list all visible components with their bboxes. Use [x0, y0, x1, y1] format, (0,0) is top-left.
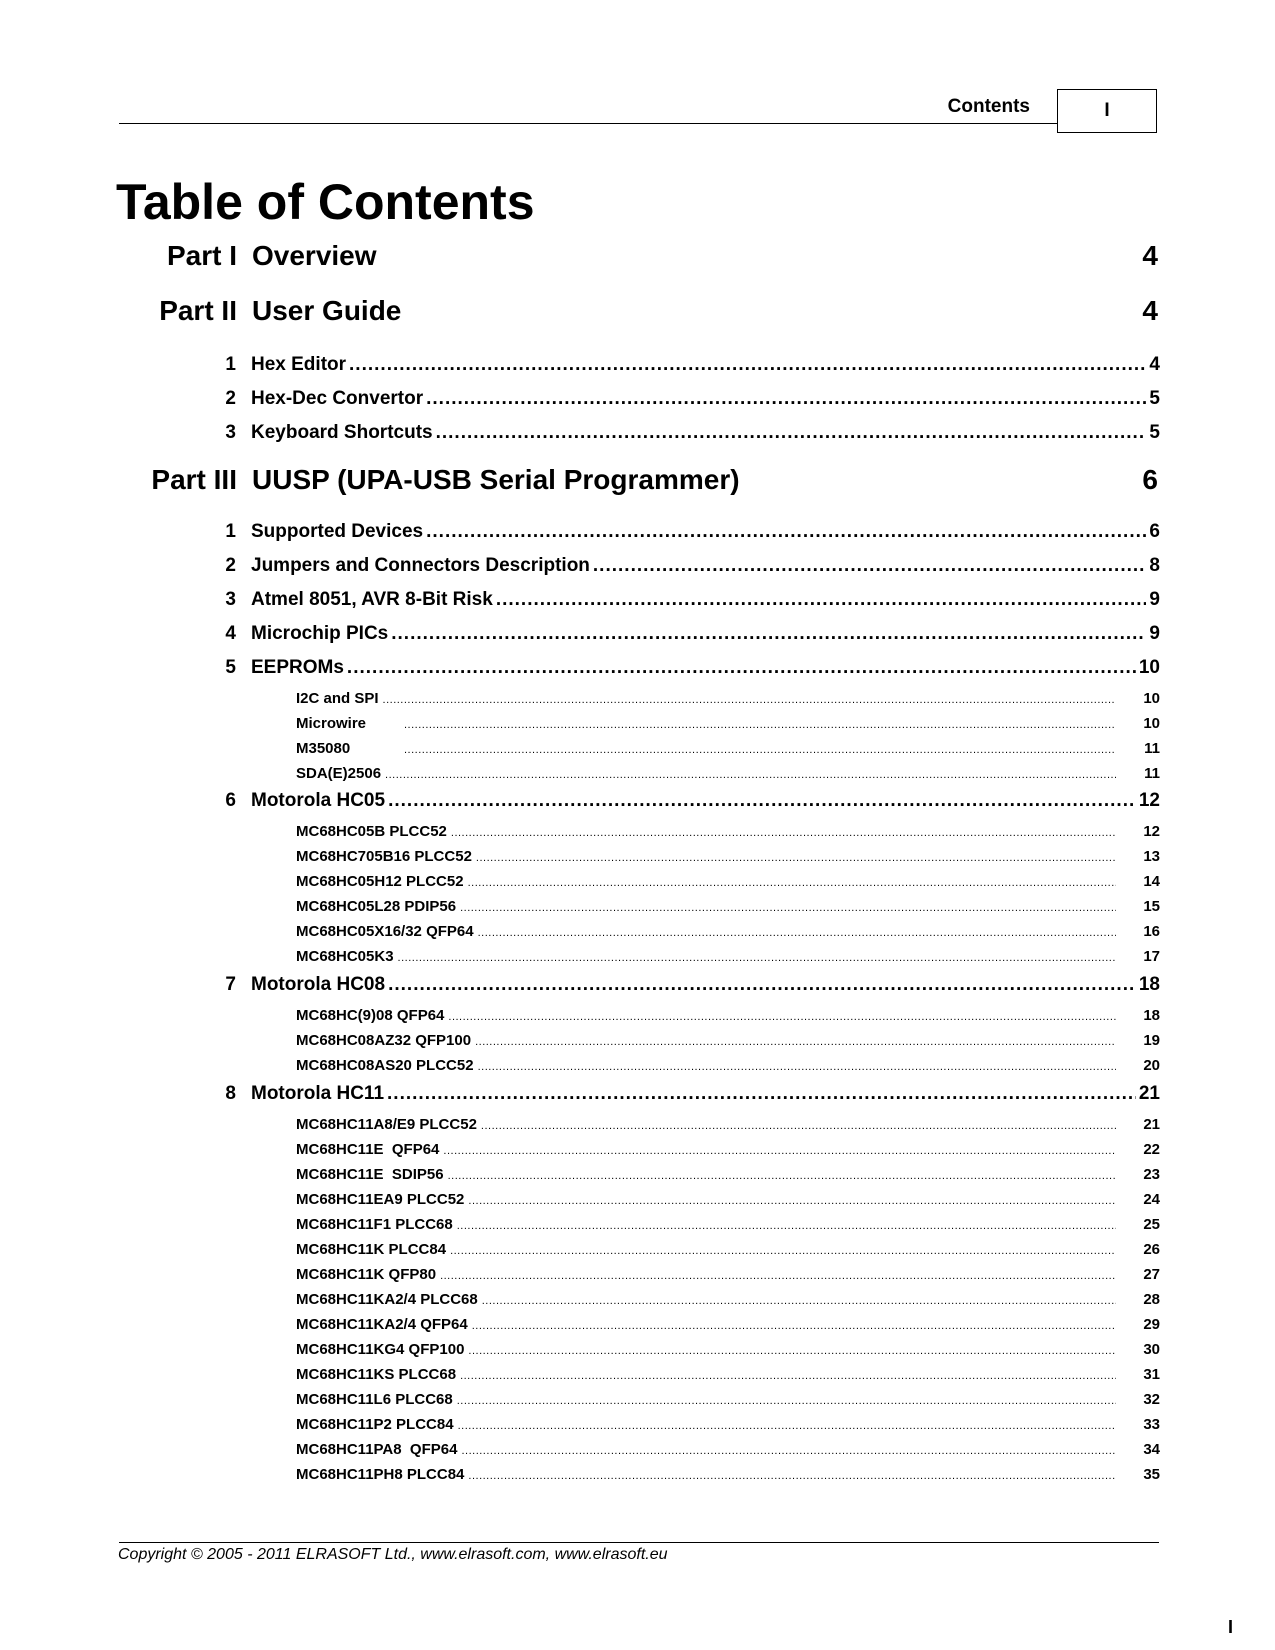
toc-subitem[interactable] — [296, 848, 1160, 865]
subitem-page: 21 — [1143, 1116, 1160, 1133]
dot-leader — [457, 1395, 1116, 1407]
subitem-page: 29 — [1143, 1316, 1160, 1333]
item-title: Hex-Dec Convertor — [251, 388, 424, 409]
toc-subitem[interactable] — [296, 765, 1160, 782]
item-number: 8 — [225, 1083, 236, 1104]
dot-leader — [460, 1370, 1116, 1382]
toc-subitem[interactable] — [296, 923, 1160, 940]
dot-leader — [496, 589, 1147, 611]
subitem-page: 27 — [1143, 1266, 1160, 1283]
subitem-title: MC68HC11PA8 QFP64 — [296, 1441, 458, 1458]
subitem-title: MC68HC11KS PLCC68 — [296, 1366, 457, 1383]
dot-leader — [450, 1245, 1116, 1257]
dot-leader — [448, 1011, 1116, 1023]
part-title: User Guide — [252, 295, 402, 326]
toc-subitem[interactable] — [296, 1116, 1160, 1133]
toc-subitem[interactable] — [296, 1341, 1160, 1358]
item-title: Atmel 8051, AVR 8-Bit Risk — [251, 589, 493, 610]
toc-subitem[interactable] — [296, 1441, 1160, 1458]
toc-subitem[interactable] — [296, 1391, 1160, 1408]
toc-subitem[interactable] — [296, 1316, 1160, 1333]
subitem-page: 25 — [1143, 1216, 1160, 1233]
dot-leader — [436, 422, 1147, 444]
corner-page-mark: I — [1228, 1617, 1234, 1637]
subitem-title: SDA(E)2506 — [296, 765, 382, 782]
item-page: 18 — [1138, 974, 1160, 995]
dot-leader — [468, 1470, 1116, 1482]
subitem-page: 24 — [1143, 1191, 1160, 1208]
item-title: Keyboard Shortcuts — [251, 422, 433, 443]
dot-leader — [391, 623, 1146, 645]
subitem-title: MC68HC11E QFP64 — [296, 1141, 440, 1158]
dot-leader — [448, 1170, 1116, 1182]
subitem-title: MC68HC11K QFP80 — [296, 1266, 437, 1283]
toc-subitem[interactable] — [296, 823, 1160, 840]
toc-subitem[interactable] — [296, 1141, 1160, 1158]
toc-part-2[interactable] — [120, 295, 1158, 327]
toc-subitem[interactable] — [296, 1366, 1160, 1383]
toc-item[interactable] — [200, 422, 1160, 444]
item-number: 6 — [225, 790, 236, 811]
subitem-page: 10 — [1143, 715, 1160, 732]
part-title: UUSP (UPA-USB Serial Programmer) — [252, 464, 740, 495]
item-title: Motorola HC11 — [251, 1083, 385, 1104]
item-title: Supported Devices — [251, 521, 424, 542]
item-page: 9 — [1149, 589, 1160, 610]
toc-subitem[interactable] — [296, 1032, 1160, 1049]
dot-leader — [426, 521, 1146, 543]
item-number: 4 — [225, 623, 236, 644]
toc-subitem[interactable] — [296, 690, 1160, 707]
subitem-title: MC68HC11L6 PLCC68 — [296, 1391, 453, 1408]
subitem-title: MC68HC(9)08 QFP64 — [296, 1007, 445, 1024]
subitem-page: 31 — [1143, 1366, 1160, 1383]
toc-subitem[interactable] — [296, 873, 1160, 890]
toc-subitem[interactable] — [296, 1216, 1160, 1233]
item-title: Microchip PICs — [251, 623, 389, 644]
toc-subitem[interactable] — [296, 1466, 1160, 1483]
dot-leader — [451, 827, 1116, 839]
toc-part-1[interactable] — [120, 240, 1158, 272]
item-page: 6 — [1149, 521, 1160, 542]
part-page: 6 — [1142, 464, 1158, 495]
toc-subitem[interactable] — [296, 1191, 1160, 1208]
dot-leader — [461, 1445, 1116, 1457]
dot-leader — [472, 1320, 1116, 1332]
item-page: 21 — [1138, 1083, 1160, 1104]
item-page: 5 — [1149, 388, 1160, 409]
toc-part-3[interactable] — [120, 464, 1158, 496]
subitem-page: 20 — [1143, 1057, 1160, 1074]
dot-leader — [468, 1195, 1116, 1207]
dot-leader — [478, 927, 1116, 939]
subitem-page: 13 — [1143, 848, 1160, 865]
toc-item[interactable] — [200, 589, 1160, 611]
toc-item[interactable] — [200, 974, 1160, 996]
subitem-title: MC68HC11K PLCC84 — [296, 1241, 447, 1258]
dot-leader — [458, 1420, 1116, 1432]
part-title: Overview — [252, 240, 377, 271]
dot-leader — [388, 974, 1136, 996]
header-rule — [119, 123, 1057, 124]
subitem-page: 30 — [1143, 1341, 1160, 1358]
dot-leader — [468, 1345, 1116, 1357]
toc-subitem[interactable] — [296, 1266, 1160, 1283]
dot-leader — [457, 1220, 1116, 1232]
subitem-page: 18 — [1143, 1007, 1160, 1024]
subitem-title: MC68HC11EA9 PLCC52 — [296, 1191, 465, 1208]
subitem-title: MC68HC08AS20 PLCC52 — [296, 1057, 474, 1074]
subitem-page: 34 — [1143, 1441, 1160, 1458]
subitem-title: MC68HC11F1 PLCC68 — [296, 1216, 453, 1233]
dot-leader — [404, 719, 1116, 731]
subitem-page: 26 — [1143, 1241, 1160, 1258]
subitem-page: 33 — [1143, 1416, 1160, 1433]
subitem-title: MC68HC11KA2/4 PLCC68 — [296, 1291, 478, 1308]
part-page: 4 — [1142, 295, 1158, 326]
dot-leader — [404, 744, 1116, 756]
part-number: Part II — [159, 295, 237, 326]
item-number: 3 — [225, 589, 236, 610]
toc-item[interactable] — [200, 790, 1160, 812]
item-title: Motorola HC05 — [251, 790, 386, 811]
toc-subitem[interactable] — [296, 1166, 1160, 1183]
dot-leader — [388, 790, 1136, 812]
dot-leader — [349, 354, 1146, 376]
item-page: 4 — [1149, 354, 1160, 375]
dot-leader — [385, 769, 1116, 781]
subitem-title: MC68HC11A8/E9 PLCC52 — [296, 1116, 477, 1133]
dot-leader — [476, 852, 1116, 864]
subitem-page: 12 — [1143, 823, 1160, 840]
toc-item[interactable] — [200, 388, 1160, 410]
dot-leader — [475, 1036, 1116, 1048]
subitem-page: 28 — [1143, 1291, 1160, 1308]
subitem-page: 11 — [1144, 765, 1160, 782]
header-label: Contents — [947, 96, 1030, 117]
dot-leader — [460, 902, 1116, 914]
item-page: 10 — [1138, 657, 1160, 678]
subitem-page: 10 — [1143, 690, 1160, 707]
subitem-page: 35 — [1143, 1466, 1160, 1483]
item-number: 1 — [225, 354, 236, 375]
subitem-page: 16 — [1143, 923, 1160, 940]
toc-item[interactable] — [200, 354, 1160, 376]
item-title: Motorola HC08 — [251, 974, 386, 995]
subitem-page: 22 — [1143, 1141, 1160, 1158]
item-number: 7 — [225, 974, 236, 995]
item-page: 8 — [1149, 555, 1160, 576]
toc-subitem[interactable] — [296, 740, 1160, 757]
toc-subitem[interactable] — [296, 715, 1160, 732]
dot-leader — [468, 877, 1116, 889]
toc-item[interactable] — [200, 555, 1160, 577]
subitem-title: MC68HC05B PLCC52 — [296, 823, 447, 840]
dot-leader — [481, 1120, 1116, 1132]
subitem-page: 19 — [1143, 1032, 1160, 1049]
subitem-title: MC68HC705B16 PLCC52 — [296, 848, 472, 865]
item-number: 2 — [225, 555, 236, 576]
footer-rule — [119, 1542, 1159, 1543]
subitem-title: MC68HC11KG4 QFP100 — [296, 1341, 465, 1358]
subitem-title: MC68HC11P2 PLCC84 — [296, 1416, 454, 1433]
dot-leader — [347, 657, 1136, 679]
dot-leader — [478, 1061, 1116, 1073]
subitem-title: MC68HC05X16/32 QFP64 — [296, 923, 474, 940]
dot-leader — [387, 1083, 1136, 1105]
header-page-box: I — [1057, 89, 1157, 133]
subitem-page: 32 — [1143, 1391, 1160, 1408]
subitem-title: MC68HC11E SDIP56 — [296, 1166, 444, 1183]
item-number: 1 — [225, 521, 236, 542]
toc-subitem[interactable] — [296, 1291, 1160, 1308]
toc-subitem[interactable] — [296, 1416, 1160, 1433]
part-number: Part I — [166, 240, 237, 271]
page-title: Table of Contents — [116, 174, 535, 230]
part-page: 4 — [1142, 240, 1158, 271]
subitem-title: MC68HC05L28 PDIP56 — [296, 898, 457, 915]
dot-leader — [482, 1295, 1116, 1307]
subitem-page: 15 — [1143, 898, 1160, 915]
subitem-title: MC68HC11PH8 PLCC84 — [296, 1466, 465, 1483]
toc-subitem[interactable] — [296, 1241, 1160, 1258]
dot-leader — [426, 388, 1146, 410]
toc-subitem[interactable] — [296, 898, 1160, 915]
subitem-title: MC68HC05H12 PLCC52 — [296, 873, 464, 890]
dot-leader — [443, 1145, 1116, 1157]
item-page: 12 — [1138, 790, 1160, 811]
subitem-title: MC68HC08AZ32 QFP100 — [296, 1032, 472, 1049]
item-number: 2 — [225, 388, 236, 409]
item-number: 3 — [225, 422, 236, 443]
footer-copyright: Copyright © 2005 - 2011 ELRASOFT Ltd., www.elrasoft.com, www.elrasoft.eu — [118, 1546, 668, 1563]
item-title: Jumpers and Connectors Description — [251, 555, 590, 576]
item-page: 5 — [1149, 422, 1160, 443]
subitem-page: 14 — [1143, 873, 1160, 890]
dot-leader — [440, 1270, 1116, 1282]
item-page: 9 — [1149, 623, 1160, 644]
subitem-title: MC68HC05K3 — [296, 948, 394, 965]
toc-item[interactable] — [200, 623, 1160, 645]
dot-leader — [593, 555, 1147, 577]
subitem-title: I2C and SPI — [296, 690, 379, 707]
toc-item[interactable] — [200, 521, 1160, 543]
subitem-page: 11 — [1144, 740, 1160, 757]
subitem-page: 23 — [1143, 1166, 1160, 1183]
item-number: 5 — [225, 657, 236, 678]
toc-subitem[interactable] — [296, 948, 1160, 965]
part-number: Part III — [151, 464, 237, 495]
toc-item[interactable] — [200, 1083, 1160, 1105]
dot-leader — [383, 694, 1116, 706]
subitem-title: MC68HC11KA2/4 QFP64 — [296, 1316, 468, 1333]
item-title: Hex Editor — [251, 354, 347, 375]
subitem-title: Microwire — [296, 715, 367, 732]
toc-subitem[interactable] — [296, 1057, 1160, 1074]
subitem-page: 17 — [1143, 948, 1160, 965]
toc-subitem[interactable] — [296, 1007, 1160, 1024]
subitem-title: M35080 — [296, 740, 351, 757]
item-title: EEPROMs — [251, 657, 344, 678]
toc-item[interactable] — [200, 657, 1160, 679]
dot-leader — [398, 952, 1116, 964]
